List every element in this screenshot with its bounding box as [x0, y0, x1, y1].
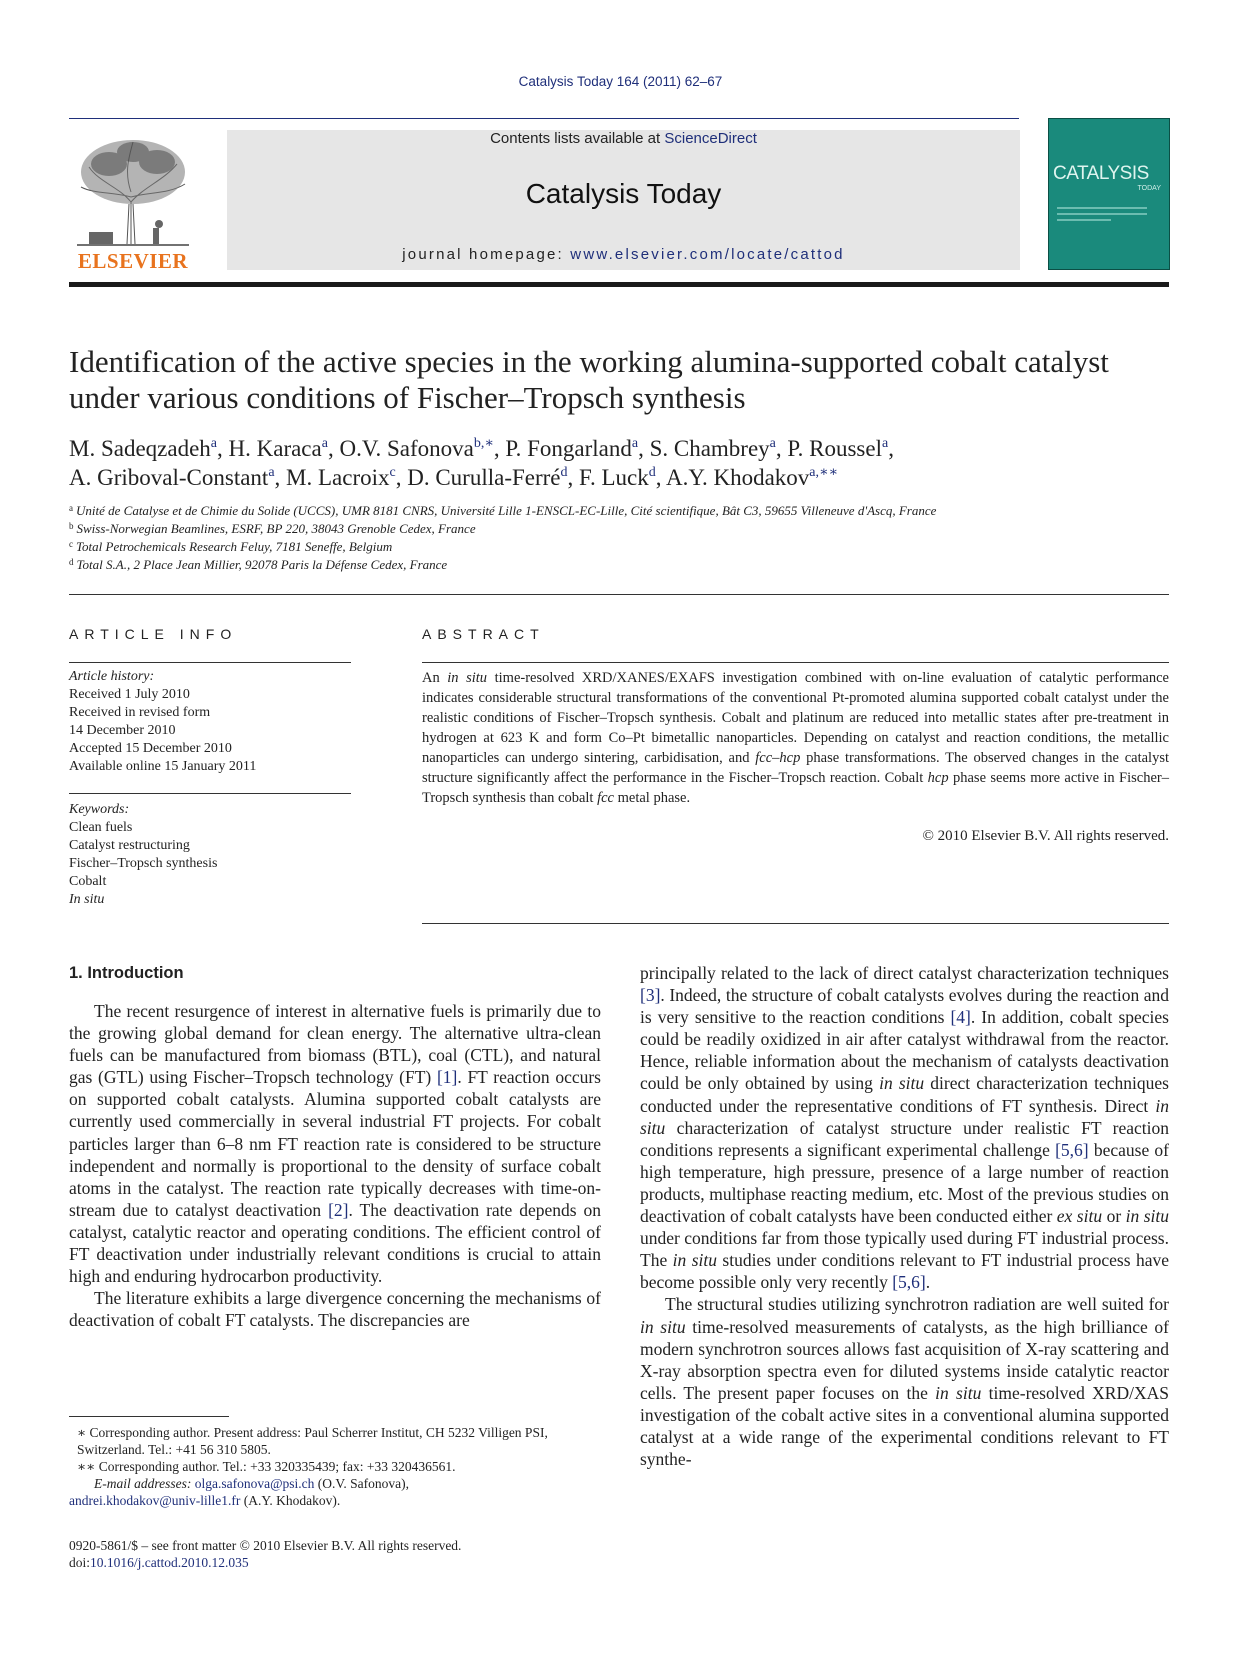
keyword-item: Cobalt: [69, 874, 107, 889]
author-name: F. Luck: [579, 465, 649, 490]
author-affiliation-marker[interactable]: a: [881, 436, 889, 451]
affiliation-item: $^c$ Total Petrochemicals Research Feluy, 7181 Seneffe, Belgium: [69, 539, 393, 554]
author-name: A. Griboval-Constant: [69, 465, 269, 490]
elsevier-logo[interactable]: [69, 132, 197, 274]
footnotes: [69, 1424, 601, 1509]
article-info-heading: ARTICLE INFO: [69, 626, 238, 642]
abstract-copyright: © 2010 Elsevier B.V. All rights reserved.: [922, 828, 1169, 844]
doi-line: doi:10.1016/j.cattod.2010.12.035: [69, 1555, 249, 1570]
contents-prefix: Contents lists available at: [490, 130, 665, 147]
reference-link[interactable]: [4]: [950, 1007, 971, 1028]
keyword-item: Catalyst restructuring: [69, 838, 190, 853]
homepage-prefix: journal homepage:: [402, 246, 571, 263]
paragraph: The literature exhibits a large divergence concerning the mechanisms of deactivation of cobalt FT catalysts. The discrepancies are: [69, 1288, 601, 1331]
author-affiliation-marker[interactable]: b,∗: [473, 436, 494, 451]
body-column-right: [640, 962, 1169, 1470]
affiliation-item: $^d$ Total S.A., 2 Place Jean Millier, 92078 Paris la Défense Cedex, France: [69, 557, 448, 572]
email-link[interactable]: andrei.khodakov@univ-lille1.fr: [69, 1493, 241, 1508]
divider: [422, 662, 1169, 663]
journal-name: Catalysis Today: [525, 178, 722, 209]
reference-link[interactable]: [5,6]: [1055, 1139, 1089, 1160]
paragraph: The structural studies utilizing synchrotron radiation are well suited for in situ time-resolved measurements of catalysts, as the high brilliance of modern synchrotron sources allows fast acquisition of X-ray scattering and X-ray absorption spectra even for diluted systems inside catalytic reactor cells. The present paper focuses on the in situ time-resolved XRD/XAS investigation of the cobalt active sites in a conventional alumina supported catalyst at a wide range of the experimental conditions relevant to FT synthe-: [640, 1294, 1169, 1470]
author-affiliation-marker[interactable]: a: [769, 436, 776, 451]
journal-cover-thumbnail[interactable]: [1048, 118, 1170, 270]
section-heading: 1. Introduction: [69, 964, 184, 982]
affiliation-item: $^b$ Swiss-Norwegian Beamlines, ESRF, BP 220, 38043 Grenoble Cedex, France: [69, 521, 476, 536]
affiliation-item: $^a$ Unité de Catalyse et de Chimie du Solide (UCCS), UMR 8181 CNRS, Université Lille 1-ENSCL-EC-Lille, Cité scientifique, Bât C3, 59655 Villeneuve d'Ascq, France: [69, 503, 937, 518]
author-affiliation-marker[interactable]: a: [321, 436, 328, 451]
author-affiliation-marker[interactable]: d: [560, 465, 568, 480]
header-rule: [69, 118, 1019, 119]
divider: [69, 594, 1169, 595]
footnote-1: ∗ Corresponding author. Present address: Paul Scherrer Institut, CH 5232 Villigen PSI, Switzerland. Tel.: +41 56 310 5805.: [77, 1425, 548, 1457]
history-item: Received 1 July 2010: [69, 687, 190, 702]
reference-link[interactable]: [5,6]: [892, 1272, 926, 1293]
history-list: [69, 686, 351, 776]
front-matter: [69, 1537, 601, 1571]
affiliation-key: c: [69, 539, 73, 549]
history-item: 14 December 2010: [69, 723, 176, 738]
history-label: Article history:: [69, 669, 155, 684]
authors-line-1: M. Sadeqzadeh$^a$, H. Karaca$^a$, O.V. Safonova$^{b,∗}$, P. Fongarland$^a$, S. Chambrey$^a$, P. Roussel$^a$,: [69, 436, 894, 461]
contents-line: [227, 130, 1020, 147]
elsevier-tree-icon: [69, 132, 197, 250]
article-title: Identification of the active species in the working alumina-supported cobalt catalyst under various conditions of Fischer–Tropsch synthesis: [69, 344, 1109, 415]
reference-link[interactable]: [2]: [328, 1199, 349, 1220]
author-affiliation-marker[interactable]: d: [648, 465, 656, 480]
email-label: E-mail addresses:: [94, 1476, 192, 1491]
keywords-label: Keywords:: [69, 802, 130, 817]
front-matter-line: 0920-5861/$ – see front matter © 2010 Elsevier B.V. All rights reserved.: [69, 1538, 462, 1553]
author-name: O.V. Safonova: [339, 436, 474, 461]
homepage-line: [227, 246, 1020, 263]
author-affiliation-marker[interactable]: a,∗∗: [809, 465, 839, 480]
author-list: [69, 434, 1169, 492]
reference-link[interactable]: [3]: [640, 985, 661, 1006]
affiliation-key: a: [69, 503, 73, 513]
affiliations: [69, 502, 1169, 574]
history-item: Available online 15 January 2011: [69, 759, 257, 774]
journal-banner: [227, 130, 1020, 270]
footnote-emails: E-mail addresses: olga.safonova@psi.ch (O.V. Safonova),: [94, 1476, 410, 1491]
history-item: Received in revised form: [69, 705, 211, 720]
homepage-link[interactable]: www.elsevier.com/locate/cattod: [570, 246, 845, 263]
article-history: [69, 668, 351, 776]
author-name: A.Y. Khodakov: [665, 465, 810, 490]
footnote-rule: [69, 1416, 229, 1417]
sciencedirect-link[interactable]: ScienceDirect: [664, 130, 757, 147]
paragraph: principally related to the lack of direct catalyst characterization techniques [3]. Indeed, the structure of cobalt catalysts evolves during the reaction and is very sensitive to the reaction conditions [4]. In addition, cobalt species could be readily oxidized in air after catalyst withdrawal from the reactor. Hence, reliable information about the mechanism of catalysts deactivation could be only obtained by using in situ direct characterization techniques conducted under the representative conditions of FT synthesis. Direct in situ characterization of catalyst structure under realistic FT reaction conditions represents a significant experimental challenge [5,6] because of high temperature, high pressure, presence of a large number of reaction products, multiphase reacting medium, etc. Most of the previous studies on deactivation of cobalt catalysts have been conducted either ex situ or in situ under conditions far from those typically used during FT industrial process. The in situ studies under conditions relevant to FT industrial process have become possible only very recently [5,6].: [640, 963, 1170, 1293]
footnote-2: ∗∗ Corresponding author. Tel.: +33 320335439; fax: +33 320436561.: [77, 1459, 456, 1474]
author-name: P. Fongarland: [505, 436, 632, 461]
divider: [422, 923, 1169, 924]
author-name: D. Curulla-Ferré: [407, 465, 561, 490]
keyword-item: Fischer–Tropsch synthesis: [69, 856, 218, 871]
history-item: Accepted 15 December 2010: [69, 741, 232, 756]
footnote-emails-2: andrei.khodakov@univ-lille1.fr (A.Y. Khodakov).: [69, 1493, 341, 1508]
body-column-left: [69, 962, 601, 1331]
header-thick-rule: [69, 282, 1169, 287]
author-affiliation-marker[interactable]: c: [389, 465, 396, 480]
author-affiliation-marker[interactable]: a: [268, 465, 275, 480]
author-affiliation-marker[interactable]: a: [210, 436, 218, 451]
journal-citation[interactable]: Catalysis Today 164 (2011) 62–67: [518, 74, 723, 89]
author-name: H. Karaca: [228, 436, 322, 461]
cover-title: CATALYSIS: [1053, 163, 1149, 184]
keywords: [69, 801, 351, 909]
affiliation-key: d: [69, 557, 74, 567]
reference-link[interactable]: [1]: [436, 1067, 458, 1088]
abstract-text: An in situ time-resolved XRD/XANES/EXAFS investigation combined with on-line evaluation of catalytic performance indicates considerable structural transformations of the conventional Pt-promoted alumina supported cobalt catalyst under the realistic conditions of Fischer–Tropsch synthesis. Cobalt and platinum are reduced into metallic states after pre-treatment in hydrogen at 623 K and form Co–Pt bimetallic nanoparticles. Depending on catalyst and reaction conditions, the metallic nanoparticles can undergo sintering, carbidisation, and fcc–hcp phase transformations. The observed changes in the catalyst structure significantly affect the performance in the Fischer–Tropsch reaction. Cobalt hcp phase seems more active in Fischer–Tropsch synthesis than cobalt fcc metal phase.: [422, 670, 1169, 806]
author-name: M. Sadeqzadeh: [69, 436, 211, 461]
author-affiliation-marker[interactable]: a: [631, 436, 639, 451]
authors-line-2: A. Griboval-Constant$^a$, M. Lacroix$^c$, D. Curulla-Ferré$^d$, F. Luck$^d$, A.Y. Khodakov$^{a,∗∗}$: [69, 465, 839, 490]
keyword-item: Clean fuels: [69, 820, 133, 835]
cover-decoration: [1057, 207, 1147, 225]
email-link[interactable]: olga.safonova@psi.ch: [194, 1476, 315, 1491]
keyword-list: [69, 819, 351, 891]
author-name: S. Chambrey: [649, 436, 770, 461]
author-name: P. Roussel: [787, 436, 882, 461]
elsevier-wordmark: ELSEVIER: [77, 249, 189, 273]
abstract-heading: ABSTRACT: [422, 626, 545, 642]
paragraph: The recent resurgence of interest in alternative fuels is primarily due to the growing global demand for clean energy. The alternative ultra-clean fuels can be manufactured from biomass (BTL), coal (CTL), and natural gas (GTL) using Fischer–Tropsch technology (FT) [1]. FT reaction occurs on supported cobalt catalysts. Alumina supported cobalt catalysts are currently used commercially in several industrial FT projects. For cobalt particles larger than 6–8 nm FT reaction rate is considered to be structure independent and normally is proportional to the density of surface cobalt atoms in the catalyst. The reaction rate typically decreases with time-on-stream due to catalyst deactivation [2]. The deactivation rate depends on catalyst, catalytic reactor and operating conditions. The efficient control of FT deactivation under industrially relevant conditions is crucial to attain high and enduring hydrocarbon productivity.: [69, 1001, 601, 1287]
author-name: M. Lacroix: [286, 465, 390, 490]
divider: [69, 662, 351, 663]
doi-link[interactable]: 10.1016/j.cattod.2010.12.035: [90, 1555, 249, 1570]
cover-subtitle: TODAY: [1137, 185, 1161, 192]
affiliation-key: b: [69, 521, 74, 531]
keyword-item: In situ: [69, 892, 105, 907]
divider: [69, 793, 351, 794]
